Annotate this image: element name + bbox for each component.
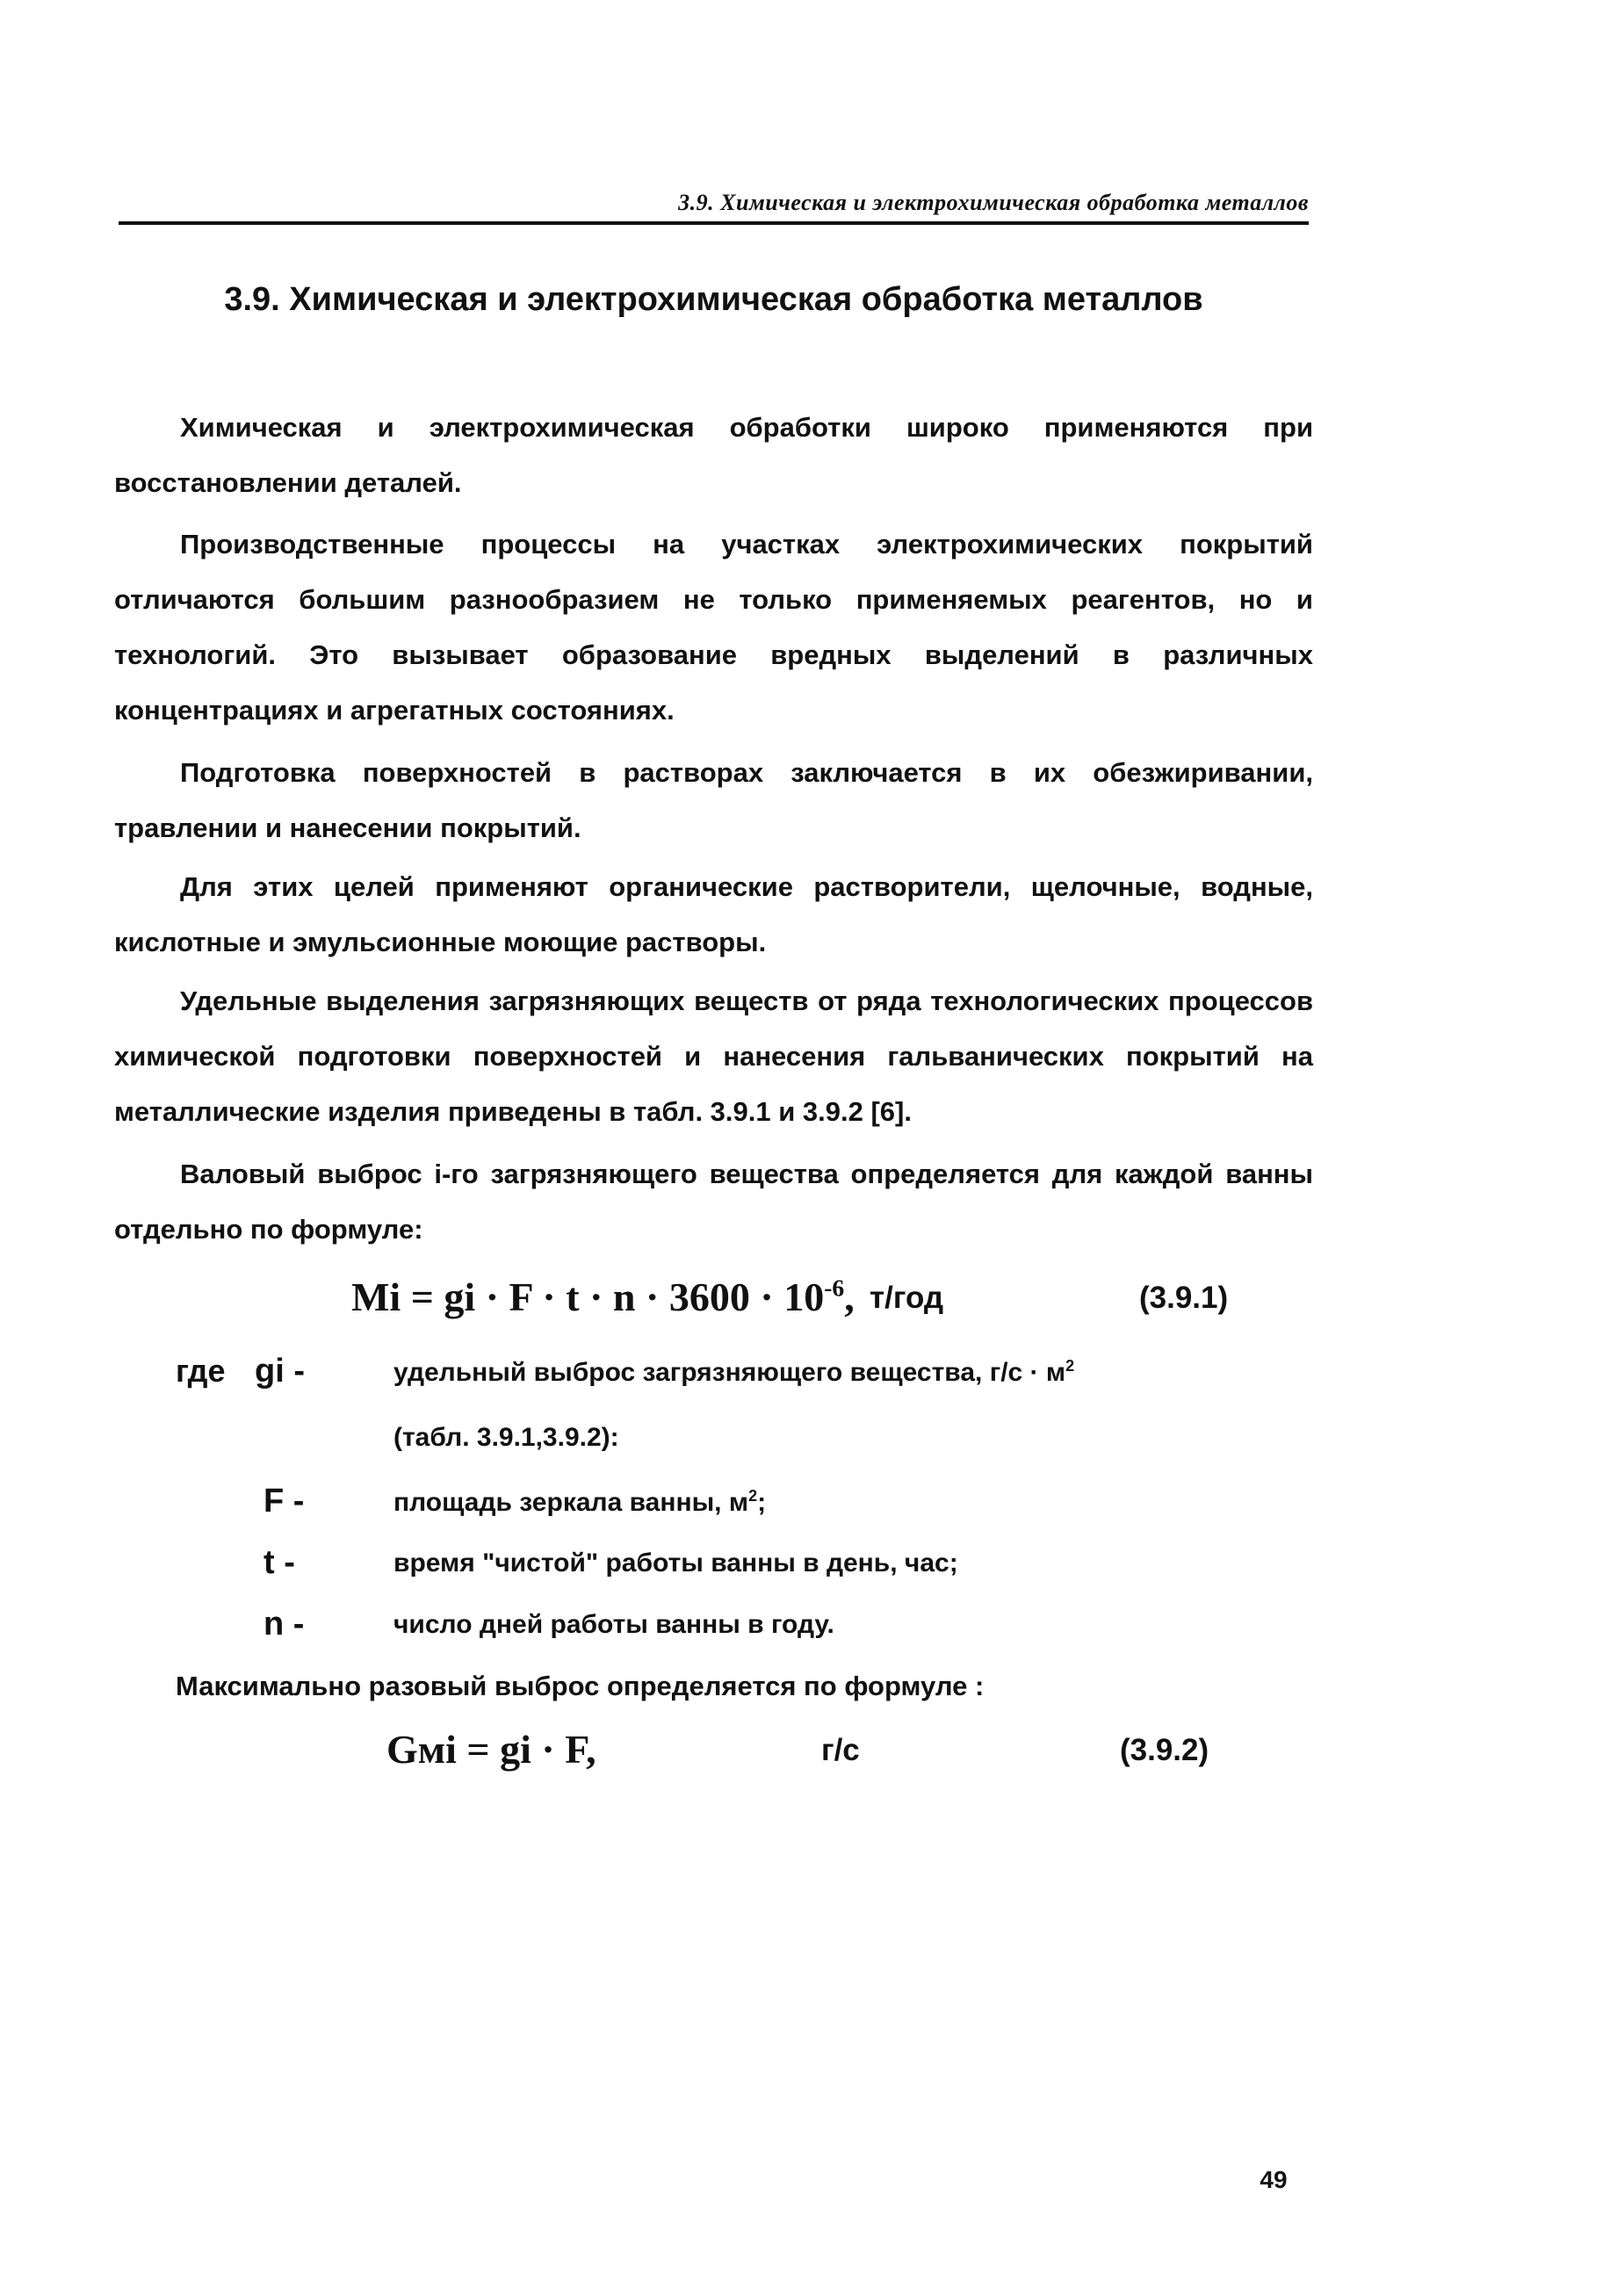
paragraph-6: Валовый выброс i-го загрязняющего вещества определяется для каждой ванны отдельно по формуле:	[114, 1159, 1313, 1245]
paragraph-1: Химическая и электрохимическая обработки широко применяются при восстановлении деталей.	[114, 412, 1313, 498]
where-desc-table-ref: (табл. 3.9.1,3.9.2):	[393, 1423, 619, 1452]
where-desc-F-text: площадь зеркала ванны, м	[393, 1488, 749, 1517]
where-symbol-t: t -	[263, 1544, 295, 1581]
where-desc-gi-sup: 2	[1065, 1357, 1075, 1375]
section-title: 3.9. Химическая и электрохимическая обработка металлов	[224, 281, 1203, 318]
formula-1-lhs: Mi	[351, 1274, 401, 1319]
where-desc-F	[393, 1487, 766, 1518]
max-emission-intro: Максимально разовый выброс определяется по формуле :	[176, 1671, 985, 1701]
where-desc-gi-text: удельный выброс загрязняющего вещества, г/с · м	[393, 1358, 1066, 1387]
header-rule	[119, 221, 1309, 225]
where-desc-gi	[393, 1357, 1074, 1388]
paragraph-5: Удельные выделения загрязняющих веществ от ряда технологических процессов химической подготовки поверхностей и нанесения гальванических покрытий на металлические изделия приведены в табл. 3.9.1 и 3.9.2 [6].	[114, 986, 1313, 1127]
where-desc-n: число дней работы ванны в году.	[393, 1610, 834, 1639]
formula-2-unit: г/с	[821, 1733, 860, 1767]
running-header: 3.9. Химическая и электрохимическая обработка металлов	[678, 190, 1309, 215]
paragraph-3: Подготовка поверхностей в растворах заключается в их обезжиривании, травлении и нанесении покрытий.	[114, 757, 1313, 843]
formula-2-number: (3.9.2)	[1120, 1733, 1209, 1767]
formula-1-trail: ,	[844, 1274, 855, 1319]
paragraph-2: Производственные процессы на участках электрохимических покрытий отличаются большим разнообразием не только применяемых реагентов, но и технологий. Это вызывает образование вредных выделений в различных концентрациях и агрегатных состояниях.	[114, 529, 1313, 726]
where-symbol-F: F -	[263, 1483, 305, 1520]
formula-1-unit: т/год	[870, 1281, 944, 1315]
page-number: 49	[1260, 2166, 1288, 2193]
where-word: где	[176, 1353, 226, 1389]
formula-3-9-1	[351, 1274, 855, 1320]
where-symbol-n: n -	[263, 1606, 305, 1643]
where-desc-F-tail: ;	[757, 1488, 767, 1517]
where-desc-t: время "чистой" работы ванны в день, час;	[393, 1549, 958, 1578]
formula-1-number: (3.9.1)	[1139, 1281, 1229, 1315]
formula-3-9-2	[386, 1726, 596, 1773]
where-symbol-gi: gi -	[255, 1353, 305, 1390]
formula-1-expression: = gi · F · t · n · 3600 · 10	[410, 1274, 825, 1319]
formula-2-lhs: Gмi	[386, 1727, 457, 1772]
paragraph-4: Для этих целей применяют органические растворители, щелочные, водные, кислотные и эмульсионные моющие растворы.	[114, 871, 1313, 957]
where-desc-F-sup: 2	[748, 1487, 758, 1505]
formula-1-exponent: -6	[824, 1274, 845, 1302]
formula-2-expression: = gi · F,	[466, 1727, 596, 1772]
